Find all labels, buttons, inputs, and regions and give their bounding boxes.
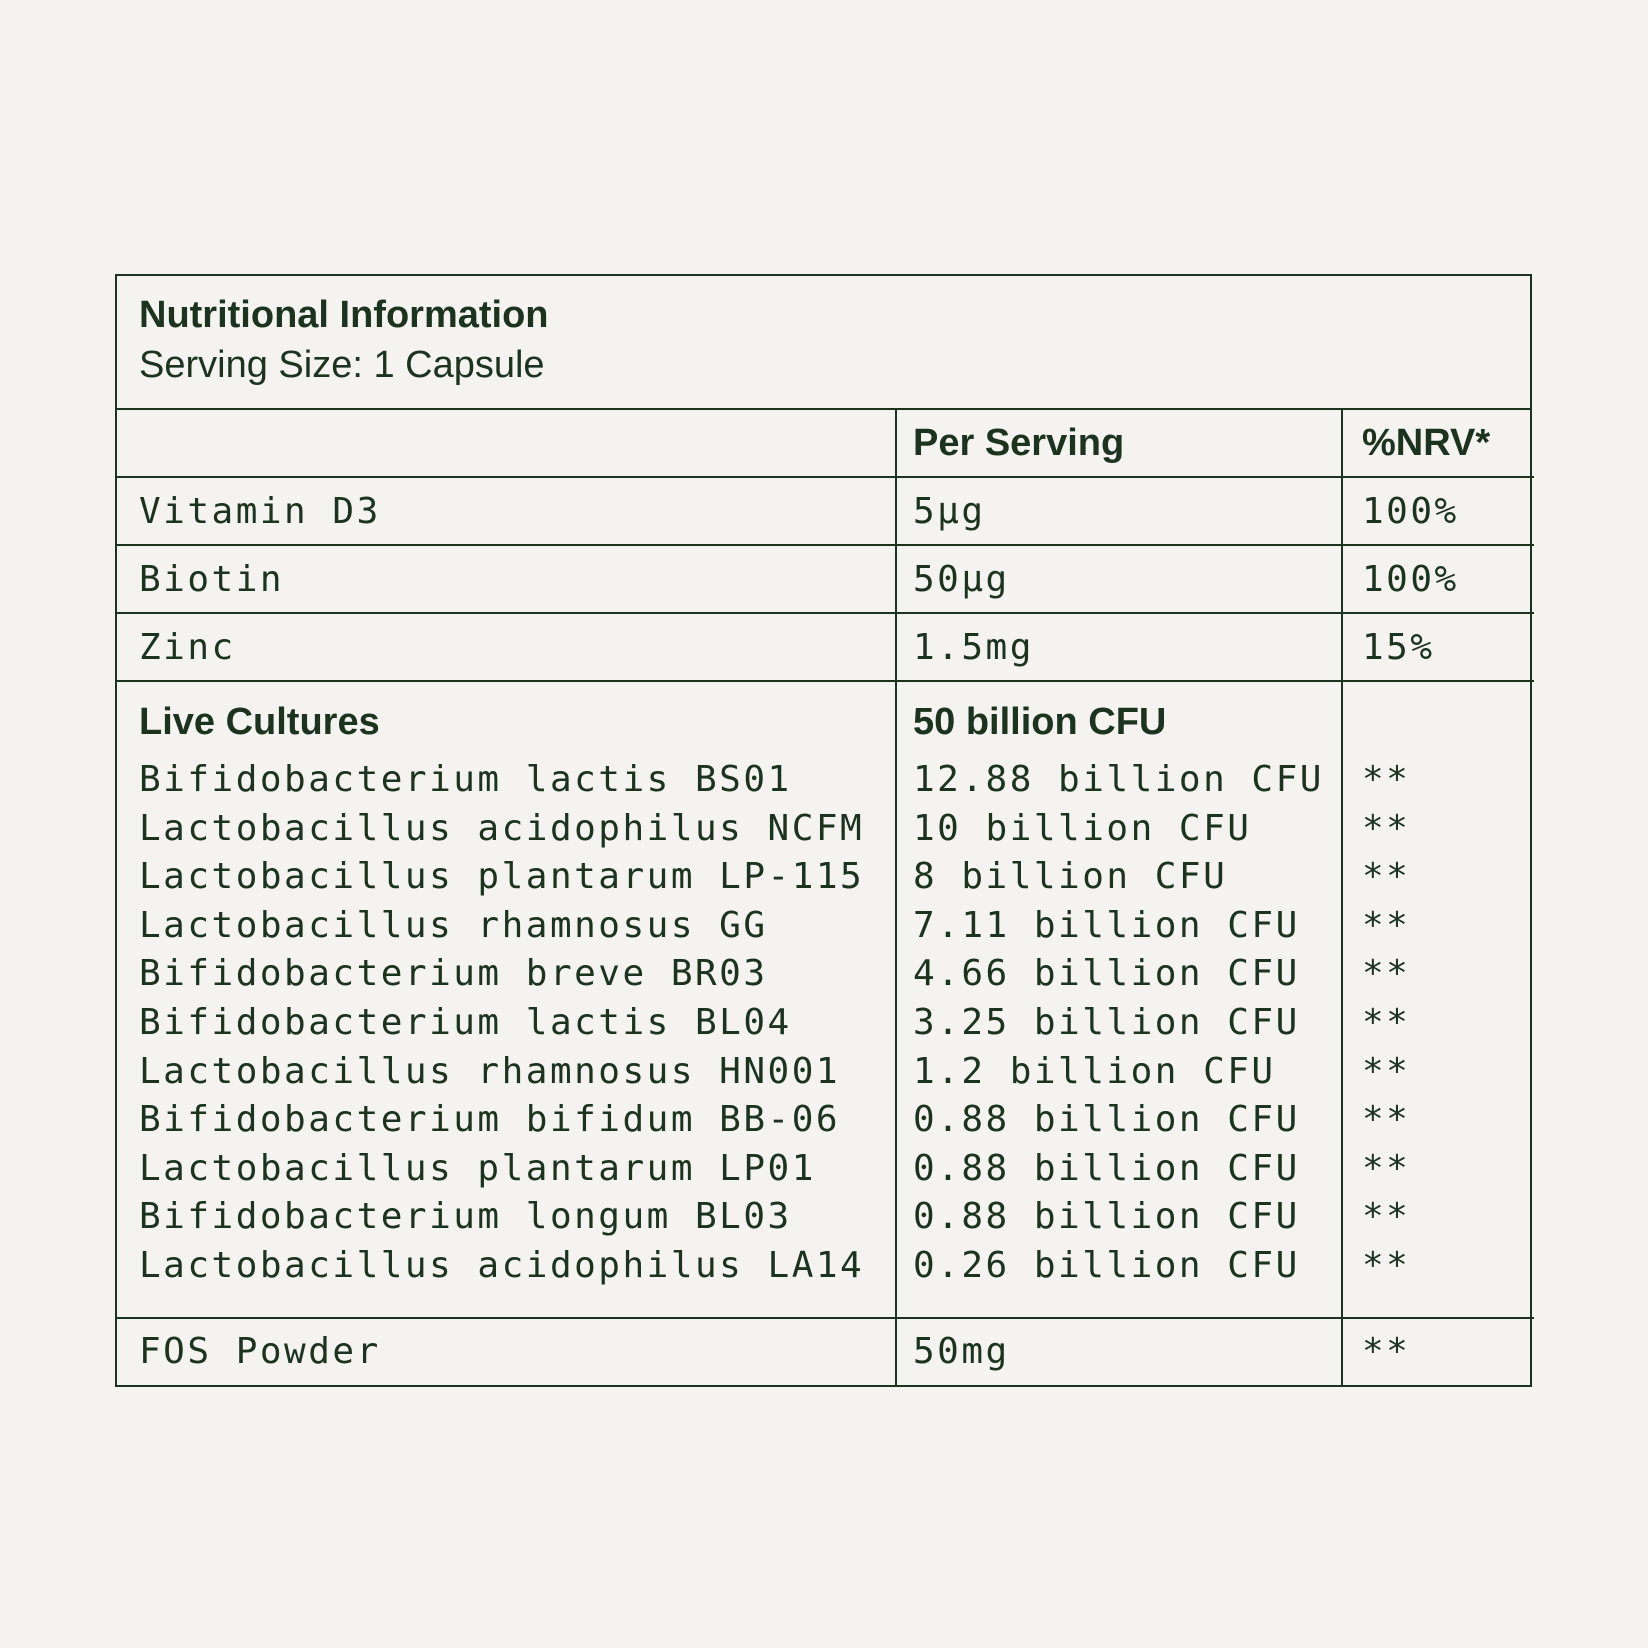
nutrient-amount: 1.5mg <box>896 613 1342 681</box>
strain-name: Lactobacillus plantarum LP01 <box>139 1147 816 1189</box>
strain-amount: 8 billion CFU <box>913 856 1228 898</box>
strain-nrv: ** <box>1362 1244 1411 1286</box>
column-header-nrv: %NRV* <box>1342 410 1534 477</box>
strain-nrv: ** <box>1362 1196 1411 1238</box>
live-cultures-nrv-blank <box>1362 698 1518 746</box>
fos-amount: 50mg <box>896 1318 1342 1385</box>
nutrient-nrv: 100% <box>1342 477 1534 545</box>
serving-size: Serving Size: 1 Capsule <box>139 344 545 386</box>
culture-nrv-cell <box>1342 681 1534 1318</box>
fos-name: FOS Powder <box>139 1331 381 1373</box>
nutrient-name: Biotin <box>117 545 896 613</box>
strain-amount: 1.2 billion CFU <box>913 1050 1276 1092</box>
table-row <box>117 477 1534 545</box>
live-cultures-label: Live Cultures <box>139 701 380 743</box>
strain-amount: 0.26 billion CFU <box>913 1244 1300 1286</box>
nutrient-amount: 5μg <box>896 477 1342 545</box>
strain-nrv: ** <box>1362 1147 1411 1189</box>
nutrient-name: Zinc <box>117 613 896 681</box>
strain-name: Lactobacillus rhamnosus HN001 <box>139 1050 841 1092</box>
strain-amount: 0.88 billion CFU <box>913 1147 1300 1189</box>
culture-amounts-cell <box>896 681 1342 1318</box>
strain-nrv: ** <box>1362 759 1411 800</box>
strain-name: Bifidobacterium bifidum BB-06 <box>139 1099 841 1141</box>
strain-nrv: ** <box>1362 1050 1411 1092</box>
strain-name: Bifidobacterium breve BR03 <box>139 953 768 995</box>
strain-nrv: ** <box>1362 1099 1411 1141</box>
nutrition-table <box>117 410 1534 1385</box>
nutrient-name: Vitamin D3 <box>117 477 896 545</box>
table-row <box>117 613 1534 681</box>
strain-name: Bifidobacterium lactis BS01 <box>139 759 792 800</box>
strain-name: Bifidobacterium lactis BL04 <box>139 1001 792 1043</box>
panel-header <box>117 276 1530 410</box>
strain-amount: 4.66 billion CFU <box>913 953 1300 995</box>
strain-nrv: ** <box>1362 904 1411 946</box>
table-row <box>117 545 1534 613</box>
column-header-row <box>117 410 1534 477</box>
strain-name: Bifidobacterium longum BL03 <box>139 1196 792 1238</box>
table-row <box>117 1318 1534 1385</box>
culture-names-cell <box>117 681 896 1318</box>
strain-name: Lactobacillus rhamnosus GG <box>139 904 768 946</box>
strain-amount: 0.88 billion CFU <box>913 1099 1300 1141</box>
strain-name: Lactobacillus plantarum LP-115 <box>139 856 865 898</box>
nutrient-nrv: 100% <box>1342 545 1534 613</box>
nutrient-nrv: 15% <box>1342 613 1534 681</box>
nutrient-amount: 50μg <box>896 545 1342 613</box>
strain-amount: 7.11 billion CFU <box>913 904 1300 946</box>
strain-nrv: ** <box>1362 856 1411 898</box>
strain-nrv: ** <box>1362 1001 1411 1043</box>
strain-nrv: ** <box>1362 807 1411 849</box>
panel-title: Nutritional Information <box>139 294 549 336</box>
strain-nrv: ** <box>1362 953 1411 995</box>
live-cultures-row <box>117 681 1534 1318</box>
fos-nrv: ** <box>1342 1318 1534 1385</box>
live-cultures-total: 50 billion CFU <box>913 701 1167 743</box>
strain-name: Lactobacillus acidophilus LA14 <box>139 1244 865 1286</box>
column-header-name <box>117 410 896 477</box>
column-header-per-serving: Per Serving <box>896 410 1342 477</box>
nutrition-panel <box>115 274 1532 1387</box>
strain-name: Lactobacillus acidophilus NCFM <box>139 807 865 849</box>
strain-amount: 12.88 billion CFU <box>913 759 1324 800</box>
strain-amount: 3.25 billion CFU <box>913 1001 1300 1043</box>
strain-amount: 10 billion CFU <box>913 807 1252 849</box>
strain-amount: 0.88 billion CFU <box>913 1196 1300 1238</box>
